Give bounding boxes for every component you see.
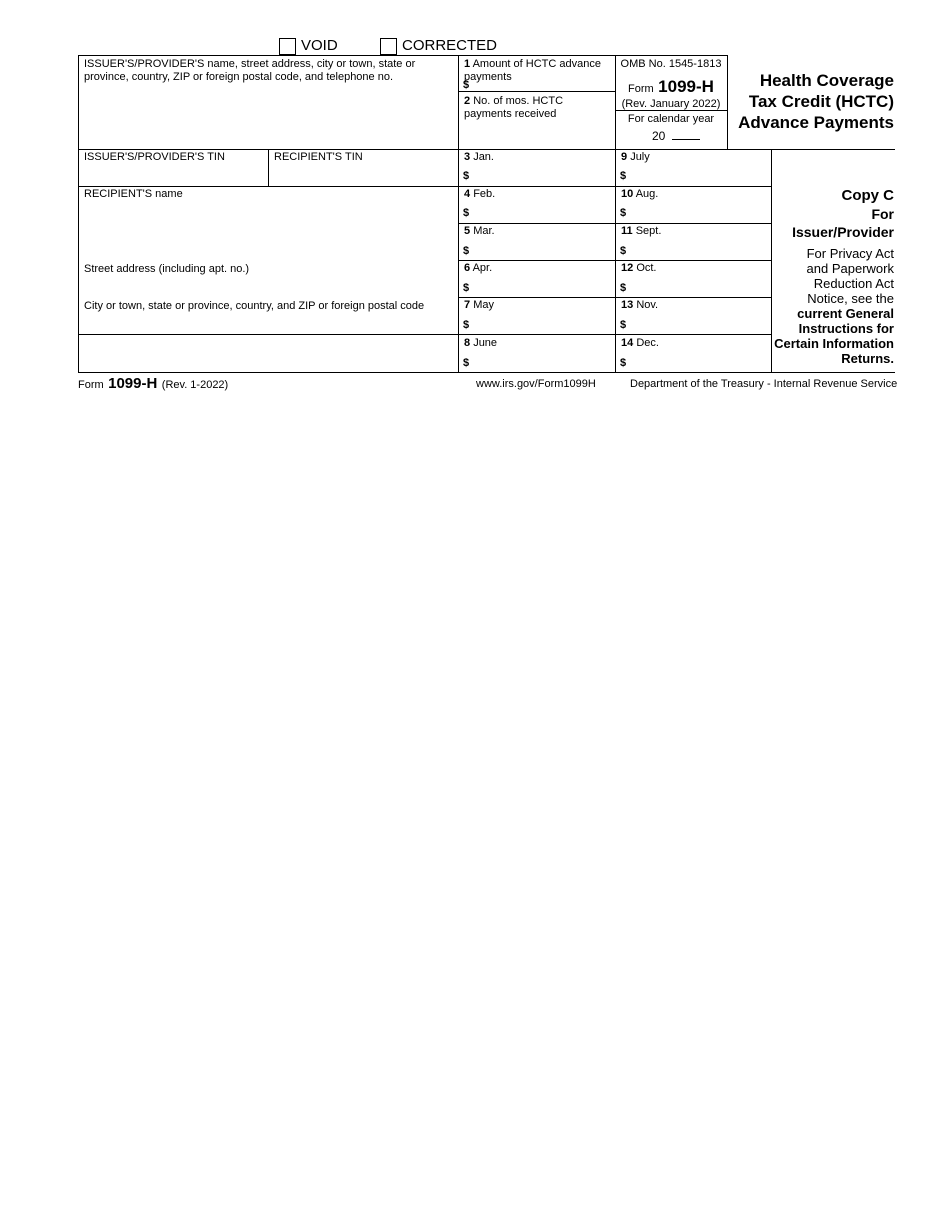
- box14-month: Dec.: [636, 337, 659, 349]
- notice-line-8: Returns.: [841, 351, 894, 366]
- title-line-2: Tax Credit (HCTC): [748, 92, 894, 111]
- street-address-label: Street address (including apt. no.): [84, 263, 250, 275]
- box4-month: Feb.: [473, 188, 496, 200]
- notice-line-6: Instructions for: [798, 321, 894, 336]
- omb-number: OMB No. 1545-1813: [620, 58, 722, 70]
- notice-line-5: current General: [797, 306, 894, 321]
- calendar-year-label: For calendar year: [627, 113, 715, 125]
- copy-line-3: Issuer/Provider: [792, 224, 894, 240]
- box6-month: Apr.: [472, 262, 493, 274]
- box9-dollar: $: [620, 170, 627, 182]
- footer-department: Department of the Treasury - Internal Revenue Service: [630, 378, 898, 390]
- box3-number: 3: [464, 151, 471, 163]
- box11-label: [621, 225, 661, 238]
- calendar-year-prefix: 20: [652, 129, 666, 143]
- box5-number: 5: [464, 225, 471, 237]
- box10-number: 10: [621, 188, 634, 200]
- box14-dollar: $: [620, 357, 627, 369]
- footer-form-number: 1099-H: [108, 375, 158, 392]
- box8-label: [464, 337, 497, 350]
- notice-line-7: Certain Information: [774, 336, 894, 351]
- box5-label: [464, 225, 495, 238]
- corrected-label: CORRECTED: [402, 37, 498, 54]
- box11-dollar: $: [620, 245, 627, 257]
- box3-label: [464, 151, 494, 164]
- calendar-year-blank: [672, 139, 700, 140]
- box2-number: 2: [464, 95, 471, 107]
- box10-dollar: $: [620, 207, 627, 219]
- void-label: VOID: [301, 37, 338, 54]
- box14-number: 14: [621, 337, 634, 349]
- box5-month: Mar.: [473, 225, 495, 237]
- box12-number: 12: [621, 262, 634, 274]
- box12-month: Oct.: [636, 262, 657, 274]
- box14-label: [621, 337, 659, 350]
- box9-number: 9: [621, 151, 628, 163]
- box12-label: [621, 262, 656, 275]
- form-id: [615, 77, 727, 97]
- box3-dollar: $: [463, 170, 470, 182]
- copy-line-1: Copy C: [841, 187, 894, 204]
- box1-text: Amount of HCTC advance payments: [464, 58, 601, 83]
- box10-month: Aug.: [635, 188, 659, 200]
- footer-form-prefix: Form: [78, 379, 104, 391]
- void-checkbox[interactable]: [279, 38, 296, 55]
- box9-label: [621, 151, 650, 164]
- footer-url[interactable]: www.irs.gov/Form1099H: [476, 378, 596, 390]
- recipient-name-label: RECIPIENT'S name: [84, 188, 183, 200]
- form-title: [730, 70, 894, 133]
- corrected-checkbox[interactable]: [380, 38, 397, 55]
- title-line-3: Advance Payments: [738, 113, 894, 132]
- title-line-1: Health Coverage: [759, 71, 894, 90]
- issuer-info-label: ISSUER'S/PROVIDER'S name, street address, city or town, state or province, country, ZIP or foreign postal code, and telephone no.: [84, 58, 416, 83]
- box1-dollar: $: [463, 79, 470, 91]
- box6-label: [464, 262, 492, 275]
- city-state-label: City or town, state or province, country, and ZIP or foreign postal code: [84, 300, 425, 312]
- box9-month: July: [630, 151, 650, 163]
- privacy-notice: [773, 246, 894, 366]
- box1-number: 1: [464, 58, 471, 70]
- box4-number: 4: [464, 188, 471, 200]
- box6-number: 6: [464, 262, 471, 274]
- box8-month: June: [473, 337, 498, 349]
- box11-number: 11: [621, 225, 633, 237]
- copy-line-2: For: [871, 206, 894, 222]
- notice-line-2: and Paperwork: [806, 261, 894, 276]
- box13-dollar: $: [620, 319, 627, 331]
- issuer-tin-label: ISSUER'S/PROVIDER'S TIN: [84, 151, 225, 163]
- form-prefix: Form: [628, 83, 654, 95]
- box7-dollar: $: [463, 319, 470, 331]
- box8-number: 8: [464, 337, 471, 349]
- box2-label: [464, 95, 574, 121]
- box7-number: 7: [464, 299, 471, 311]
- box1-label: [464, 58, 609, 84]
- box7-month: May: [473, 299, 494, 311]
- copy-designation: [775, 186, 894, 241]
- box11-month: Sept.: [635, 225, 662, 237]
- footer-form-id: [78, 375, 228, 393]
- box8-dollar: $: [463, 357, 470, 369]
- footer-form-rev: (Rev. 1-2022): [161, 379, 229, 391]
- box12-dollar: $: [620, 282, 627, 294]
- form-number: 1099-H: [658, 77, 714, 96]
- calendar-year-field[interactable]: [652, 129, 700, 143]
- box7-label: [464, 299, 494, 312]
- box6-dollar: $: [463, 282, 470, 294]
- box2-text: No. of mos. HCTC payments received: [464, 95, 564, 120]
- box13-number: 13: [621, 299, 634, 311]
- box4-dollar: $: [463, 207, 470, 219]
- box10-label: [621, 188, 658, 201]
- recipient-tin-label: RECIPIENT'S TIN: [274, 151, 363, 163]
- box13-label: [621, 299, 658, 312]
- notice-line-1: For Privacy Act: [806, 246, 894, 261]
- notice-line-3: Reduction Act: [813, 276, 894, 291]
- box5-dollar: $: [463, 245, 470, 257]
- box4-label: [464, 188, 495, 201]
- box3-month: Jan.: [473, 151, 494, 163]
- notice-line-4: Notice, see the: [807, 291, 894, 306]
- form-revision: (Rev. January 2022): [621, 98, 721, 110]
- box13-month: Nov.: [636, 299, 659, 311]
